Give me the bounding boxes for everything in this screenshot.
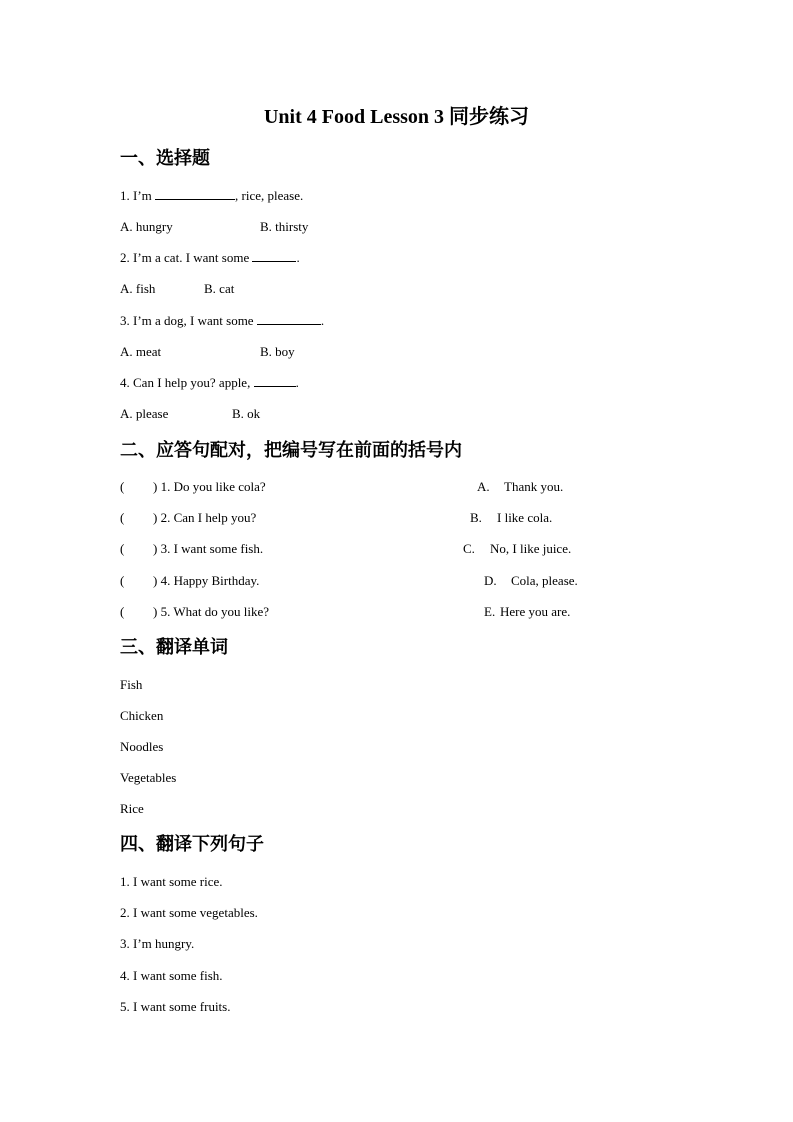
match-row-2-question: ) 2. Can I help you? bbox=[153, 510, 257, 525]
answer-blank bbox=[155, 188, 235, 200]
answer-blank bbox=[254, 375, 296, 387]
sentence-item: 3. I’m hungry. bbox=[120, 936, 195, 951]
match-row-2-paren: ( bbox=[120, 510, 125, 525]
word-item: Rice bbox=[120, 801, 144, 816]
match-row-3-answer: No, I like juice. bbox=[490, 541, 572, 556]
sentence-item: 1. I want some rice. bbox=[120, 874, 223, 889]
match-row-2-answer: I like cola. bbox=[497, 510, 553, 525]
match-row-4-letter: D. bbox=[484, 573, 497, 588]
match-row-4-paren: ( bbox=[120, 573, 125, 588]
section-4-heading: 四、翻译下列句子 bbox=[120, 834, 264, 855]
section-3-heading: 三、翻译单词 bbox=[120, 637, 228, 658]
match-row-4-answer: Cola, please. bbox=[511, 573, 578, 588]
question-1: 1. I’m , rice, please. bbox=[120, 188, 304, 203]
match-row-3-question: ) 3. I want some fish. bbox=[153, 541, 264, 556]
match-row-1-letter: A. bbox=[477, 479, 490, 494]
section-1-heading: 一、选择题 bbox=[120, 148, 210, 169]
word-item: Vegetables bbox=[120, 770, 177, 785]
word-item: Noodles bbox=[120, 739, 164, 754]
word-item: Chicken bbox=[120, 708, 164, 723]
question-3-option-a: A. meat bbox=[120, 344, 162, 359]
question-2: 2. I’m a cat. I want some . bbox=[120, 250, 300, 265]
match-row-3-letter: C. bbox=[463, 541, 475, 556]
match-row-1-answer: Thank you. bbox=[504, 479, 564, 494]
match-row-1-paren: ( bbox=[120, 479, 125, 494]
match-row-1-question: ) 1. Do you like cola? bbox=[153, 479, 266, 494]
match-row-3-paren: ( bbox=[120, 541, 125, 556]
question-4-option-a: A. please bbox=[120, 406, 169, 421]
sentence-item: 4. I want some fish. bbox=[120, 968, 223, 983]
match-row-5-paren: ( bbox=[120, 604, 125, 619]
match-row-2-letter: B. bbox=[470, 510, 482, 525]
answer-blank bbox=[257, 313, 321, 325]
match-row-5-letter: E. bbox=[484, 604, 496, 619]
match-row-4-question: ) 4. Happy Birthday. bbox=[153, 573, 260, 588]
question-4-option-b: B. ok bbox=[232, 406, 261, 421]
question-2-option-b: B. cat bbox=[204, 281, 235, 296]
question-2-option-a: A. fish bbox=[120, 281, 156, 296]
question-4: 4. Can I help you? apple, . bbox=[120, 375, 299, 390]
match-row-5-answer: Here you are. bbox=[500, 604, 571, 619]
sentence-item: 5. I want some fruits. bbox=[120, 999, 231, 1014]
question-1-option-a: A. hungry bbox=[120, 219, 173, 234]
page-title: Unit 4 Food Lesson 3 同步练习 bbox=[263, 106, 530, 128]
match-row-5-question: ) 5. What do you like? bbox=[153, 604, 270, 619]
sentence-item: 2. I want some vegetables. bbox=[120, 905, 258, 920]
answer-blank bbox=[252, 250, 296, 262]
section-2-heading: 二、应答句配对，把编号写在前面的括号内 bbox=[120, 440, 462, 461]
question-3: 3. I’m a dog, I want some . bbox=[120, 313, 325, 328]
word-item: Fish bbox=[120, 677, 143, 692]
question-1-option-b: B. thirsty bbox=[260, 219, 309, 234]
question-3-option-b: B. boy bbox=[260, 344, 295, 359]
